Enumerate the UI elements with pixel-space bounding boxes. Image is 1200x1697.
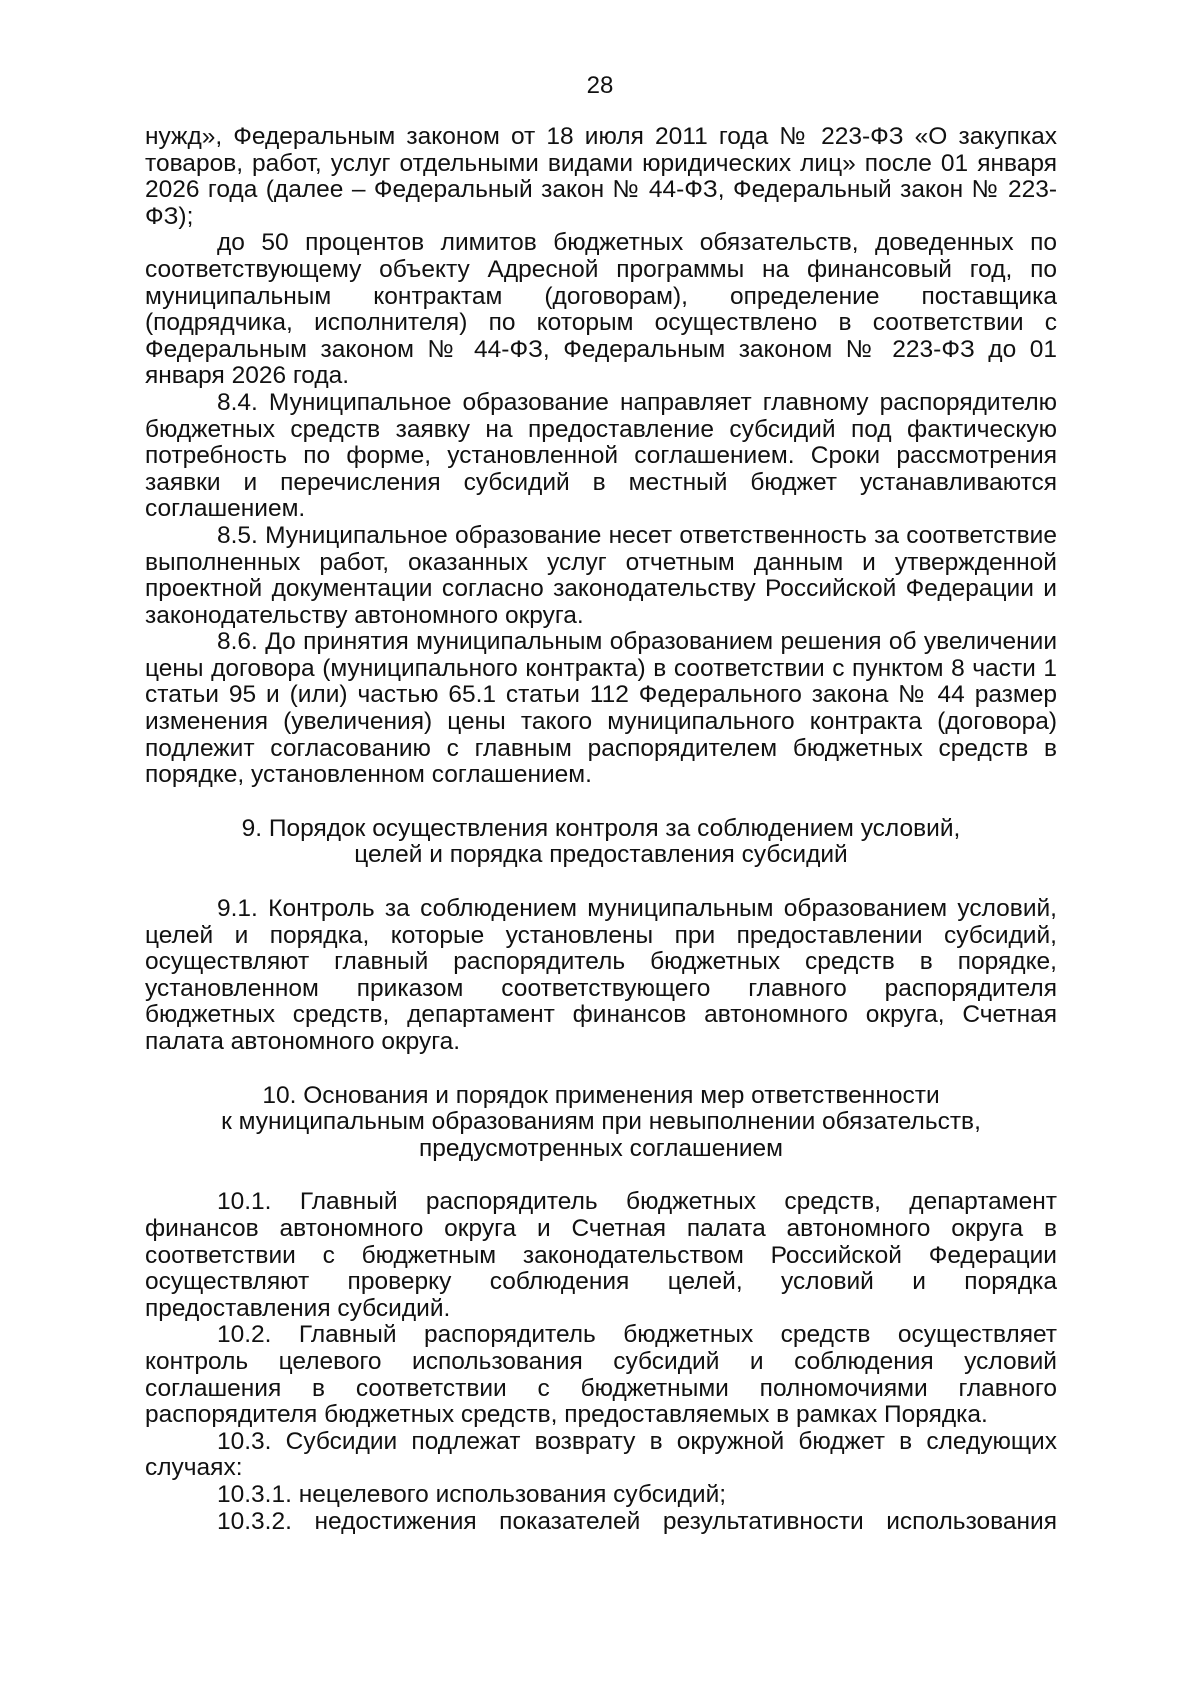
paragraph-10-2: 10.2. Главный распорядитель бюджетных средств осуществляет контроль целевого использования субсидий и соблюдения условий соглашения в соответствии с бюджетными полномочиями главного распорядителя бюджетных средств, предоставляемых в рамках Порядка. [145, 1321, 1057, 1429]
paragraph-8-5: 8.5. Муниципальное образование несет ответственность за соответствие выполненных работ, оказанных услуг отчетным данным и утвержденной проектной документации согласно законодательству Российской Федерации и законодательству автономного округа. [145, 521, 1057, 629]
section-10-heading-line-1: 10. Основания и порядок применения мер ответственности [262, 1081, 940, 1109]
section-9-heading-line-2: целей и порядка предоставления субсидий [354, 841, 848, 869]
section-10-heading-line-3: предусмотренных соглашением [418, 1134, 784, 1162]
section-10-heading [145, 1083, 1057, 1163]
paragraph-9-1: 9.1. Контроль за соблюдением муниципальным образованием условий, целей и порядка, которые установлены при предоставлении субсидий, осуществляют главный распорядитель бюджетных средств в порядке, установленном приказом соответствующего главного распорядителя бюджетных средств, департамент финансов автономного округа, Счетная палата автономного округа. [145, 895, 1057, 1055]
paragraph-8-6: 8.6. До принятия муниципальным образованием решения об увеличении цены договора (муниципального контракта) в соответствии с пунктом 8 части 1 статьи 95 и (или) частью 65.1 статьи 112 Федерального закона № 44 размер изменения (увеличения) цены такого муниципального контракта (договора) подлежит согласованию с главным распорядителем бюджетных средств в порядке, установленном соглашением. [145, 628, 1057, 789]
paragraph-8-4: 8.4. Муниципальное образование направляет главному распорядителю бюджетных средств заявку на предоставление субсидий под фактическую потребность по форме, установленной соглашением. Сроки рассмотрения заявки и перечисления субсидий в местный бюджет устанавливаются соглашением. [145, 388, 1057, 523]
paragraph-10-3-1: 10.3.1. нецелевого использования субсидий; [217, 1480, 727, 1508]
section-10-heading-line-2: к муниципальным образованиям при невыполнении обязательств, [221, 1108, 981, 1136]
paragraph-10-3-2: 10.3.2. недостижения показателей результативности использования [217, 1507, 1057, 1535]
paragraph-10-1: 10.1. Главный распорядитель бюджетных средств, департамент финансов автономного округа и Счетная палата автономного округа в соответствии с бюджетным законодательством Российской Федерации осуществляют проверку соблюдения целей, условий и порядка предоставления субсидий. [145, 1188, 1057, 1322]
section-9-heading-line-1: 9. Порядок осуществления контроля за соблюдением условий, [241, 814, 961, 842]
page-number: 28 [586, 72, 614, 99]
paragraph-10-3: 10.3. Субсидии подлежат возврату в окружной бюджет в следующих случаях: [145, 1427, 1057, 1482]
paragraph-continuation: нужд», Федеральным законом от 18 июля 2011 года № 223-ФЗ «О закупках товаров, работ, услуг отдельными видами юридических лиц» после 01 января 2026 года (далее – Федеральный закон № 44-ФЗ, Федеральный закон № 223-ФЗ); [145, 123, 1057, 230]
document-body [145, 124, 1057, 1535]
section-9-heading [145, 816, 1057, 869]
paragraph-limit-50-percent: до 50 процентов лимитов бюджетных обязательств, доведенных по соответствующему объекту Адресной программы на финансовый год, по муниципальным контрактам (договорам), определение поставщика (подрядчика, исполнителя) по которым осуществлено в соответствии с Федеральным законом № 44-ФЗ, Федеральным законом № 223-ФЗ до 01 января 2026 года. [145, 229, 1057, 390]
